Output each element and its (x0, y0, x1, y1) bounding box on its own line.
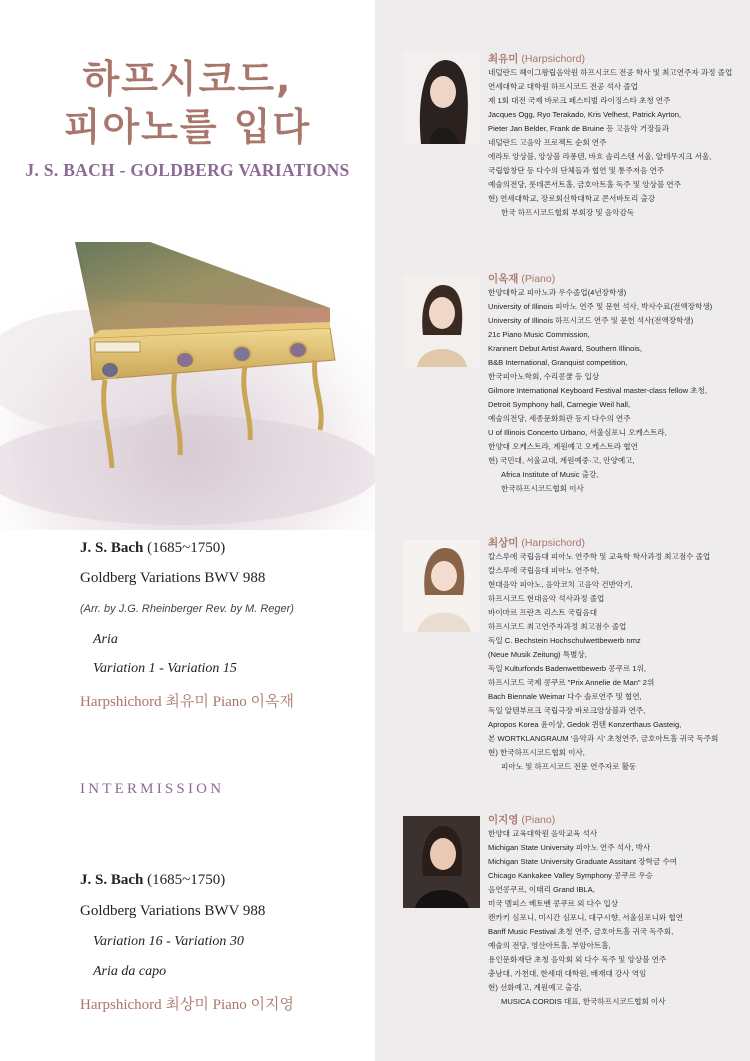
bio-line: 예술의 전당, 영산아트홀, 부암아트홀, (488, 941, 611, 950)
part1-work: Goldberg Variations BWV 988 (80, 570, 266, 586)
bio-line: 하프시코드 최고연주자과정 최고점수 졸업 (488, 622, 627, 631)
bio-line: Apropos Korea 윤이상, Gedok 퀸텐 Konzerthaus Gasteig, (488, 720, 682, 729)
part2-movement-1: Variation 16 - Variation 30 (93, 934, 244, 949)
bio-line: Detroit Symphony hall, Carnegie Weil hall, (488, 400, 631, 409)
bio-line: MUSICA CORDIS 대표, 한국하프시코드협회 이사 (501, 997, 666, 1006)
artist-name-3: 최상미 (Harpsichord) (488, 537, 585, 549)
bio-line: 현대음악 피아노, 음악코치 고음악 건반악기, (488, 580, 633, 589)
bio-line: U of Illinois Concerto Urbano, 서울심포니 오케스트라, (488, 428, 667, 437)
artist-photo-2 (403, 275, 480, 367)
bio-line: 한국 하프시코드협회 부회장 및 음악감독 (501, 208, 635, 217)
artist-photo-1 (403, 52, 480, 144)
part1-arrangement: (Arr. by J.G. Rheinberger Rev. by M. Reger) (80, 603, 294, 615)
artist-name-2: 이옥재 (Piano) (488, 273, 556, 285)
bio-line: 21c Piano Music Commission, (488, 330, 590, 339)
bio-line: 예술의전당, 세종문화회관 등지 다수의 연주 (488, 414, 631, 423)
bio-line: Pieter Jan Belder, Frank de Bruine 등 고음악 거장들과 (488, 124, 670, 133)
bio-line: 용인문화재단 초청 음악회 외 다수 독주 및 앙상블 연주 (488, 955, 667, 964)
bio-line: 피아노 및 하프시코드 전문 연주자로 활동 (501, 762, 637, 771)
bio-line: 예술의전당, 롯데콘서트홀, 금호아트홀 독주 및 앙상블 연주 (488, 180, 681, 189)
part2-composer: J. S. Bach (80, 872, 144, 888)
bio-line: 충남대, 가천대, 한세대 대학원, 배재대 강사 역임 (488, 969, 647, 978)
bio-line: 국립합창단 등 다수의 단체들과 협연 및 통주저음 연주 (488, 166, 665, 175)
bio-line: Krannert Debut Artist Award, Southern Illinois, (488, 344, 642, 353)
bio-line: 한양대 교육대학원 음악교육 석사 (488, 829, 598, 838)
bio-line: 하프시코드 국제 콩쿠르 "Prix Annelie de Man" 2위 (488, 678, 655, 687)
part1-years: (1685~1750) (143, 540, 226, 556)
part2-movement-2: Aria da capo (93, 964, 167, 979)
bio-line: 독일 알텐부르크 국립극장 바로크앙상블과 연주, (488, 706, 646, 715)
bio-line: 독일 Kulturfonds Badenwettbewerb 콩쿠르 1위, (488, 664, 646, 673)
artist-name-1: 최유미 (Harpsichord) (488, 53, 585, 65)
part1-composer-line (80, 540, 225, 557)
bio-line: 독일 C. Bechstein Hochschulwettbewerb nmz (488, 636, 641, 645)
part1-movement-2: Variation 1 - Variation 15 (93, 661, 237, 676)
part2-years: (1685~1750) (143, 872, 226, 888)
bio-line: University of Illinois 하프시코드 연주 및 문헌 석사(전액장학생) (488, 316, 694, 325)
bio-line: 네덜란드 고음악 프로젝트 순회 연주 (488, 138, 607, 147)
bio-line: 캔카키 심포니, 미시간 심포니, 대구시향, 서울심포니와 협연 (488, 913, 684, 922)
title-line-1: 하프시코드, (82, 57, 293, 101)
intermission-label: INTERMISSION (80, 781, 225, 797)
bio-line: Michigan State University Graduate Assitant 장학금 수여 (488, 857, 678, 866)
artist-photo-3 (403, 540, 480, 632)
bio-line: Bach Biennale Weimar 다수 솔로연주 및 협연, (488, 692, 642, 701)
bio-line: 음연콩쿠르, 이태리 Grand IBLA, (488, 885, 595, 894)
part2-performers: Harpshichord 최상미 Piano 이지영 (80, 997, 295, 1013)
artist-photo-4 (403, 816, 480, 908)
bio-line: 한양대학교 피아노과 우수졸업(4년장학생) (488, 288, 627, 297)
bio-line: Banff Music Festival 초청 연주, 금호아트홀 귀국 독주회, (488, 927, 674, 936)
part2-work: Goldberg Variations BWV 988 (80, 903, 266, 919)
artist-bio-3 (488, 536, 743, 774)
bio-line: 칼스루에 국립음대 피아노 연주학, (488, 566, 600, 575)
bio-line: Chicago Kankakee Valley Symphony 콩쿠르 우승 (488, 871, 653, 880)
part1-composer: J. S. Bach (80, 540, 144, 556)
title-line-2: 피아노를 입다 (63, 105, 312, 149)
bio-line: 한국하프시코드협회 이사 (501, 484, 584, 493)
bio-line: 제 1회 대전 국제 바로크 페스티벌 라이징스타 초청 연주 (488, 96, 671, 105)
part2-composer-line (80, 872, 225, 889)
bio-line: 현) 연세대학교, 장로회신학대학교 콘서바토리 출강 (488, 194, 656, 203)
bio-line: 한양대 오케스트라, 계원예고 오케스트라 협연 (488, 442, 638, 451)
bio-line: Gilmore International Keyboard Festival master-class fellow 초청, (488, 386, 707, 395)
bio-line: Africa Institute of Music 출강, (501, 470, 599, 479)
bio-line: 네덜란드 헤이그왕립음악원 하프시코드 전공 학사 및 최고연주자 과정 졸업 (488, 68, 733, 77)
bio-line: 현) 선화예고, 계원예고 출강, (488, 983, 582, 992)
bio-line: (Neue Musik Zeitung) 특별상, (488, 650, 587, 659)
artist-bio-4 (488, 813, 743, 1009)
bio-line: Michigan State University 피아노 연주 석사, 박사 (488, 843, 651, 852)
bio-line: B&B International, Granquist competition, (488, 358, 628, 367)
part1-performers: Harpshichord 최유미 Piano 이옥재 (80, 694, 295, 710)
bio-line: 연세대학교 대학원 하프시코드 전공 석사 졸업 (488, 82, 638, 91)
bio-line: 칼스루에 국립음대 피아노 연주학 및 교육학 학사과정 최고점수 졸업 (488, 552, 711, 561)
subtitle: J. S. BACH - GOLDBERG VARIATIONS (25, 160, 350, 180)
harpsichord-illustration (0, 220, 375, 530)
artist-bio-1 (488, 52, 743, 220)
bio-line: University of Illinois 피아노 연주 및 문헌 석사, 박사수료(전액장학생) (488, 302, 713, 311)
bio-line: 한국피아노학회, 수리콩쿨 등 입상 (488, 372, 600, 381)
bio-line: 미국 멤피스 베토벤 콩쿠르 외 다수 입상 (488, 899, 619, 908)
bio-line: 현) 한국하프시코드협회 이사, (488, 748, 585, 757)
bio-line: 현) 국민대, 서울교대, 계원예중·고, 안양예고, (488, 456, 635, 465)
part1-movement-1: Aria (93, 632, 118, 647)
bio-line: Jacques Ogg, Ryo Terakado, Kris Velhest, Patrick Ayrton, (488, 110, 682, 119)
bio-line: 에라토 앙상블, 앙상블 라퐁텐, 바흐 솔리스텐 서울, 알테무지크 서울, (488, 152, 712, 161)
artist-name-4: 이지영 (Piano) (488, 814, 556, 826)
artist-bio-2 (488, 272, 743, 496)
bio-line: 바이마르 프란츠 리스트 국립음대 (488, 608, 598, 617)
bio-line: 본 WORTKLANGRAUM '음악과 시' 초청연주, 금호아트홀 귀국 독주회 (488, 734, 719, 743)
bio-line: 하프시코드 현대음악 석사과정 졸업 (488, 594, 605, 603)
